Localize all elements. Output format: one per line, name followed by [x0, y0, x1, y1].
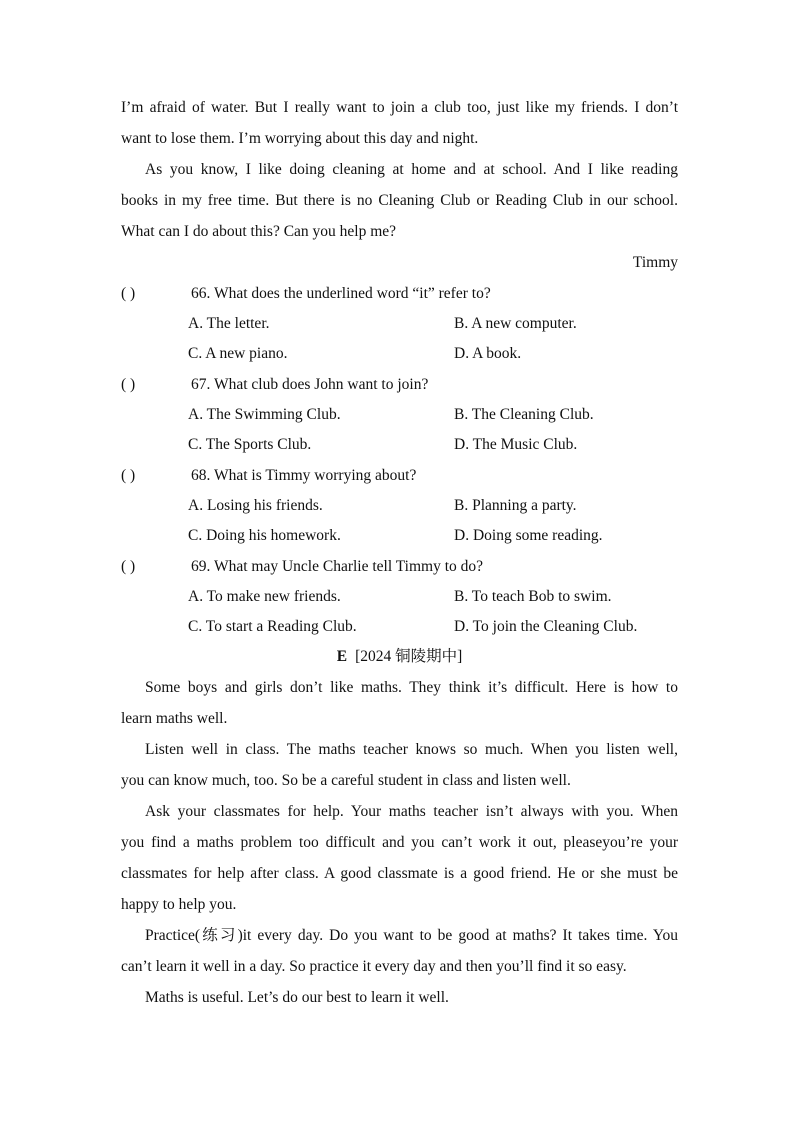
question-stem: 66. What does the underlined word “it” refer to? [191, 285, 491, 302]
question-stem: 69. What may Uncle Charlie tell Timmy to do? [191, 558, 484, 575]
worksheet-page [121, 92, 678, 1013]
question-69 [121, 551, 678, 642]
answer-blank[interactable]: ( ) [121, 467, 136, 484]
option-d: D. A book. [454, 345, 522, 362]
option-d: D. The Music Club. [454, 436, 578, 453]
answer-blank[interactable]: ( ) [121, 558, 136, 575]
passage-line: Listen well in class. The maths teacher knows so much. When you listen well, [145, 741, 678, 758]
letter-line: As you know, I like doing cleaning at home and at school. And I like reading [145, 161, 678, 178]
question-68 [121, 460, 678, 551]
letter-signature: Timmy [632, 254, 678, 271]
answer-blank[interactable]: ( ) [121, 285, 136, 302]
question-stem: 67. What club does John want to join? [191, 376, 429, 393]
passage-line: you find a maths problem too difficult and you can’t work it out, pleaseyou’re your [121, 834, 678, 851]
option-c: C. To start a Reading Club. [188, 618, 357, 635]
passage-line: you can know much, too. So be a careful student in class and listen well. [121, 772, 571, 789]
option-a: A. The letter. [188, 315, 270, 332]
question-67 [121, 369, 678, 460]
option-b: B. A new computer. [454, 315, 577, 332]
letter-line: want to lose them. I’m worrying about this day and night. [121, 130, 479, 147]
question-stem: 68. What is Timmy worrying about? [191, 467, 417, 484]
passage-line: can’t learn it well in a day. So practice it every day and then you’ll find it so easy. [121, 958, 627, 975]
section-source: [2024 铜陵期中] [355, 648, 463, 665]
passage-line: Some boys and girls don’t like maths. They think it’s difficult. Here is how to [145, 679, 678, 696]
option-b: B. To teach Bob to swim. [454, 588, 612, 605]
passage-line: learn maths well. [121, 710, 228, 727]
option-a: A. The Swimming Club. [188, 406, 341, 423]
passage-line: happy to help you. [121, 896, 237, 913]
option-d: D. Doing some reading. [454, 527, 603, 544]
letter-line: books in my free time. But there is no Cleaning Club or Reading Club in our school. [121, 192, 678, 209]
passage-line: Maths is useful. Let’s do our best to learn it well. [145, 989, 449, 1006]
letter-line: I’m afraid of water. But I really want to join a club too, just like my friends. I don’t [121, 99, 678, 116]
answer-blank[interactable]: ( ) [121, 376, 136, 393]
option-a: A. Losing his friends. [188, 497, 323, 514]
section-letter: E [336, 648, 348, 665]
option-a: A. To make new friends. [188, 588, 341, 605]
passage-line: Practice(练习)it every day. Do you want to be good at maths? It takes time. You [145, 927, 678, 944]
passage-line: Ask your classmates for help. Your maths teacher isn’t always with you. When [145, 803, 678, 820]
letter-line: What can I do about this? Can you help me? [121, 223, 397, 240]
passage-line: classmates for help after class. A good classmate is a good friend. He or she must be [121, 865, 678, 882]
passage-text [121, 672, 678, 1013]
question-66 [121, 278, 678, 369]
option-d: D. To join the Cleaning Club. [454, 618, 638, 635]
letter-text [121, 92, 678, 278]
option-c: C. Doing his homework. [188, 527, 341, 544]
option-c: C. The Sports Club. [188, 436, 312, 453]
option-b: B. The Cleaning Club. [454, 406, 594, 423]
option-b: B. Planning a party. [454, 497, 577, 514]
option-c: C. A new piano. [188, 345, 288, 362]
section-heading [121, 642, 678, 672]
